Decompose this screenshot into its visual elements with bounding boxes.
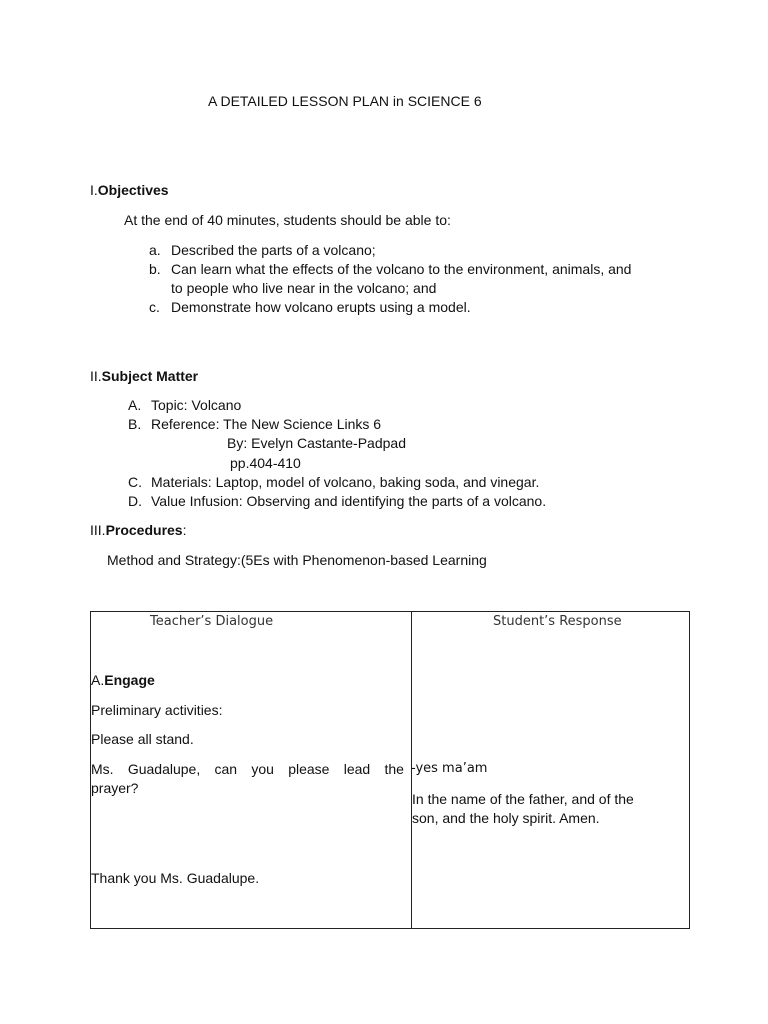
dialogue-table — [90, 611, 690, 929]
subject-marker-b: B. — [128, 416, 142, 432]
student-response-header: Student’s Response — [493, 614, 622, 629]
procedures-colon: : — [182, 522, 187, 538]
student-prayer-line1: In the name of the father, and of the — [412, 791, 634, 807]
objectives-intro: At the end of 40 minutes, students should be able to: — [124, 212, 451, 228]
prayer-word: Ms. — [91, 761, 114, 777]
objective-marker-a: a. — [149, 242, 161, 258]
subject-value-infusion: Value Infusion: Observing and identifying the parts of a volcano. — [151, 493, 547, 509]
subject-matter-title: Subject Matter — [101, 368, 199, 384]
procedures-heading — [90, 522, 187, 539]
thank-you: Thank you Ms. Guadalupe. — [91, 870, 260, 886]
prayer-word: can — [214, 761, 238, 777]
subject-reference-author: By: Evelyn Castante-Padpad — [227, 435, 406, 451]
subject-matter-heading — [90, 368, 198, 385]
objectives-heading — [90, 182, 169, 199]
subject-materials: Materials: Laptop, model of volcano, baking soda, and vinegar. — [151, 474, 540, 490]
procedures-title: Procedures — [105, 522, 183, 538]
engage-prefix: A. — [91, 672, 105, 688]
objective-marker-c: c. — [149, 299, 160, 315]
preliminary-activities: Preliminary activities: — [91, 702, 223, 718]
objectives-title: Objectives — [97, 182, 169, 198]
subject-matter-prefix: II. — [90, 368, 102, 384]
prayer-word: you — [251, 761, 274, 777]
engage-title: Engage — [104, 672, 155, 688]
objective-marker-b: b. — [149, 261, 161, 277]
method-strategy: Method and Strategy:(5Es with Phenomenon-based Learning — [107, 552, 487, 568]
objective-b-text-line1: Can learn what the effects of the volcano to the environment, animals, and — [171, 261, 632, 277]
engage-heading — [91, 671, 155, 689]
subject-reference-pages: pp.404-410 — [230, 455, 301, 471]
subject-marker-a: A. — [128, 397, 142, 413]
prayer-word: Guadalupe, — [127, 761, 201, 777]
subject-reference: Reference: The New Science Links 6 — [151, 416, 382, 432]
procedures-prefix: III. — [90, 522, 106, 538]
page-title: A DETAILED LESSON PLAN in SCIENCE 6 — [208, 93, 482, 109]
prayer-request-line1 — [91, 760, 404, 778]
subject-marker-d: D. — [128, 493, 142, 509]
objective-c-text: Demonstrate how volcano erupts using a model. — [171, 299, 471, 315]
please-stand: Please all stand. — [91, 731, 194, 747]
prayer-word: please — [288, 761, 330, 777]
objective-a-text: Described the parts of a volcano; — [171, 242, 376, 258]
subject-marker-c: C. — [128, 474, 142, 490]
prayer-word: lead — [343, 761, 371, 777]
teacher-dialogue-header: Teacher’s Dialogue — [150, 614, 274, 629]
subject-topic: Topic: Volcano — [151, 397, 242, 413]
student-prayer-line2: son, and the holy spirit. Amen. — [412, 810, 600, 826]
objectives-prefix: I. — [90, 182, 98, 198]
prayer-request-line2: prayer? — [91, 780, 139, 796]
prayer-word: the — [384, 761, 404, 777]
objective-b-text-line2: to people who live near in the volcano; and — [171, 280, 437, 296]
student-yes: -yes ma’am — [411, 761, 488, 776]
